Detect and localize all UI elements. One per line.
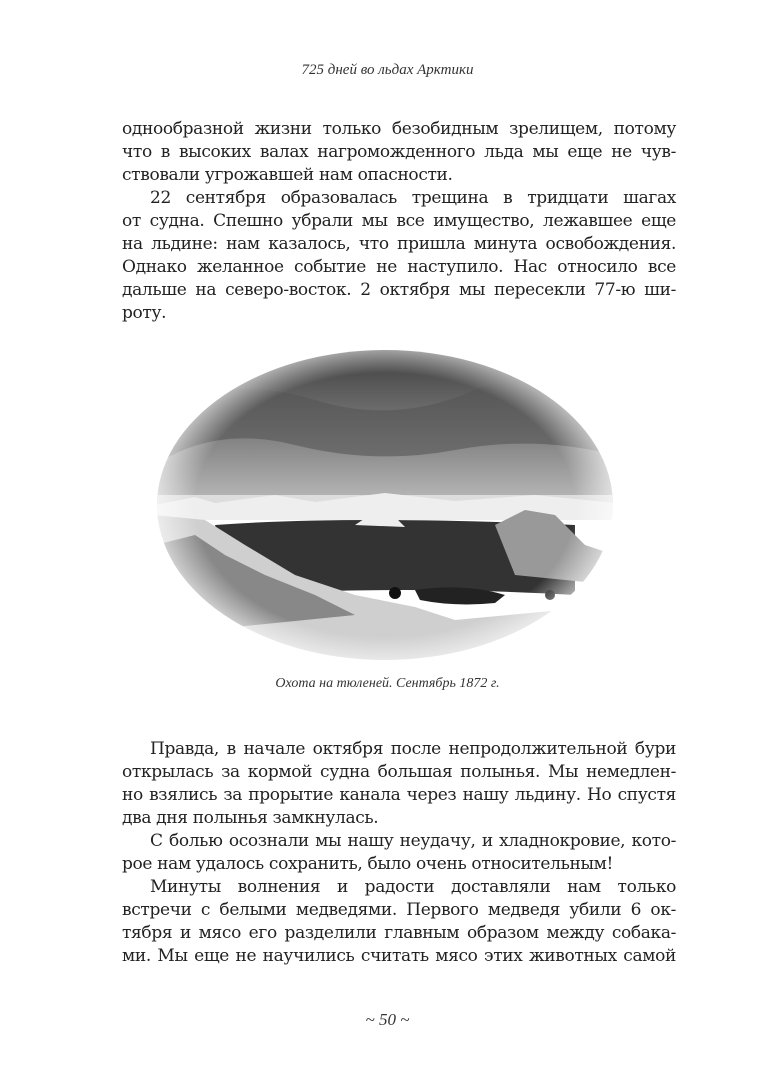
engraving-illustration [155,345,615,665]
text-line: встречи с белыми медведями. Первого медведя убили 6 ок- [122,900,676,920]
text-line: С болью осознали мы нашу неудачу, и хладнокровие, кото- [150,831,676,851]
text-block-bottom [122,738,676,968]
running-header: 725 дней во льдах Арктики [301,62,474,78]
text-line: открылась за кормой судна большая полынья. Мы немедлен- [122,762,676,782]
text-line: два дня полынья замкнулась. [122,808,379,828]
text-line: ми. Мы еще не научились считать мясо этих животных самой [122,946,676,966]
text-line: Правда, в начале октября после непродолжительной бури [150,739,676,759]
text-line: от судна. Спешно убрали мы все имущество, лежавшее еще [122,211,676,231]
page-number: ~ 50 ~ [365,1010,410,1029]
text-line: Минуты волнения и радости доставляли нам только [150,877,676,897]
text-line: роту. [122,303,167,323]
text-line: Однако желанное событие не наступило. Нас относило все [122,257,676,277]
text-line: что в высоких валах нагроможденного льда мы еще не чув- [122,142,676,162]
text-line: рое нам удалось сохранить, было очень относительным! [122,854,614,874]
figure-caption: Охота на тюленей. Сентябрь 1872 г. [275,676,500,691]
text-line: дальше на северо-восток. 2 октября мы пересекли 77-ю ши- [122,280,676,300]
text-line: ствовали угрожавшей нам опасности. [122,165,453,185]
text-line: на льдине: нам казалось, что пришла минута освобождения. [122,234,676,254]
text-line: 22 сентября образовалась трещина в тридцати шагах [150,188,676,208]
text-line: однообразной жизни только безобидным зрелищем, потому [122,119,676,139]
text-line: тября и мясо его разделили главным образом между собака- [122,923,676,943]
text-line: но взялись за прорытие канала через нашу льдину. Но спустя [122,785,676,805]
text-block-top [122,118,676,325]
